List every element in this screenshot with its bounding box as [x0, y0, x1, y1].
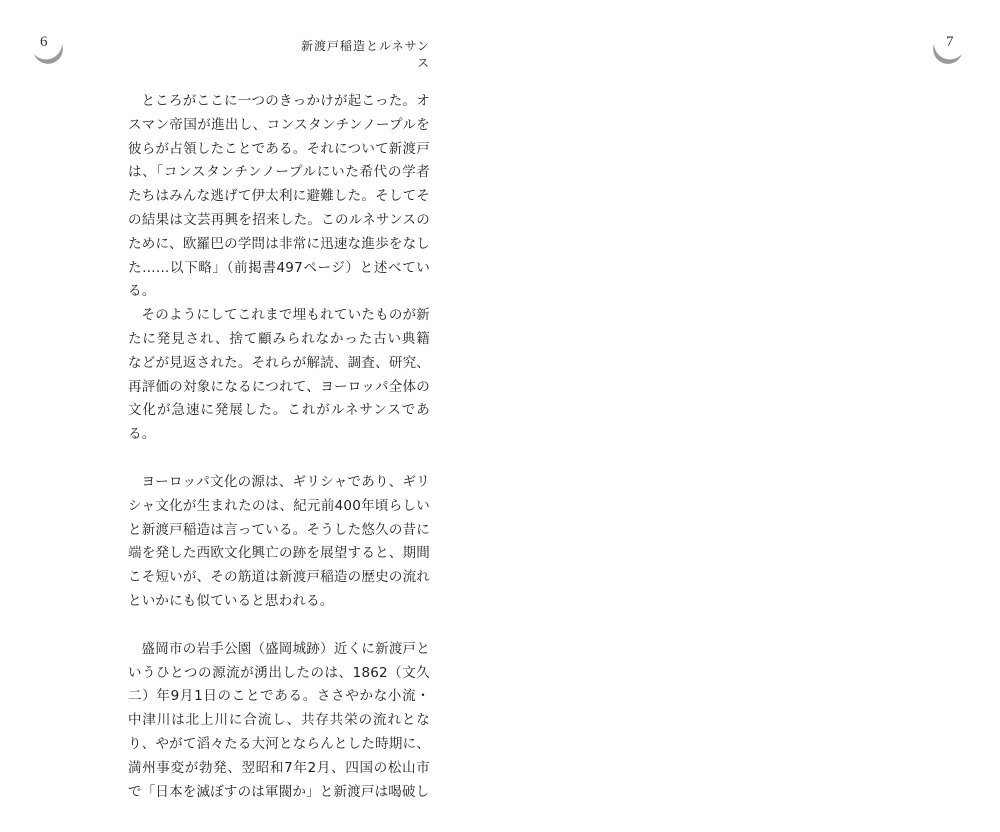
section-break [128, 447, 430, 471]
section-break [128, 614, 430, 638]
japanese-body-text [128, 90, 430, 804]
jp-paragraph-3: ヨーロッパ文化の源は、ギリシャであり、ギリシャ文化が生まれたのは、紀元前400年頃らしいと新渡戸稲造は言っている。そうした悠久の昔に端を発した西欧文化興亡の跡を展望すると、期間こそ短いが、その筋道は新渡戸稲造の歴史の流れといかにも似ていると思われる。 [128, 473, 430, 609]
right-page [500, 0, 1000, 832]
page-number-right: 7 [946, 34, 954, 50]
jp-paragraph-1: ところがここに一つのきっかけが起こった。オスマン帝国が進出し、コンスタンチンノープルを彼らが占領したことである。それについて新渡戸は、「コンスタンチンノープルにいた希代の学者たちはみんな逃げて伊太利に避難した。そしてその結果は文芸再興を招来した。このルネサンスのために、欧羅巴の学問は非常に迅速な進歩をなした……以下略」（前掲書497ページ）と述べている。 [128, 93, 430, 300]
page-number-left: 6 [40, 34, 48, 50]
jp-paragraph-4: 盛岡市の岩手公園（盛岡城跡）近くに新渡戸というひとつの源流が湧出したのは、1862（文久二）年9月1日のことである。ささやかな小流・中津川は北上川に合流し、共存共栄の流れとなり、やがて滔々たる大河とならんとした時期に、満州事変が勃発、翌昭和7年2月、四国の松山市で「日本を滅ぼすのは軍閥か」と新渡戸は喝破し [128, 640, 430, 800]
running-head-left: 新渡戸稲造とルネサンス [300, 39, 430, 70]
jp-paragraph-2: そのようにしてこれまで埋もれていたものが新たに発見され、捨て顧みられなかった古い典籍などが見返された。それらが解読、調査、研究、再評価の対象になるにつれて、ヨーロッパ全体の文化が急速に発展した。これがルネサンスである。 [128, 307, 430, 443]
